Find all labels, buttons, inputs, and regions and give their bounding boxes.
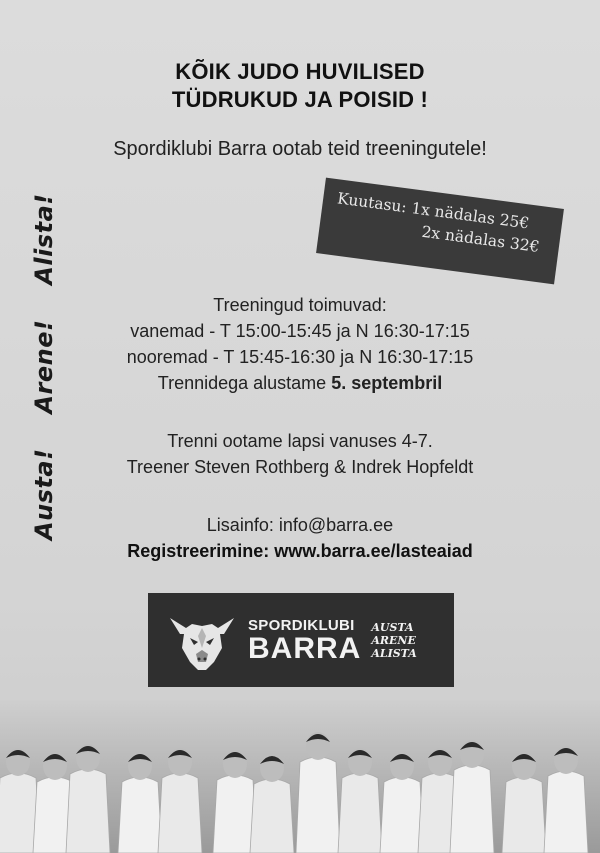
motto-austa: AUSTA <box>371 620 414 634</box>
kid-gi <box>250 779 294 853</box>
coaches-line: Treener Steven Rothberg & Indrek Hopfeldt <box>126 457 474 477</box>
age-info <box>0 428 600 480</box>
age-line: Trenni ootame lapsi vanuses 4-7. <box>167 431 433 451</box>
slogan-austa: Austa! <box>30 448 58 540</box>
judo-kids-group-photo <box>0 700 600 853</box>
bull-head-icon <box>166 604 238 676</box>
motto-arene: ARENE <box>371 633 416 647</box>
kid-gi <box>544 771 588 853</box>
kid-gi <box>66 769 110 853</box>
email-line[interactable]: Lisainfo: info@barra.ee <box>206 515 394 535</box>
contact <box>0 512 600 564</box>
schedule-start <box>0 370 600 396</box>
schedule-title: Treeningud toimuvad: <box>213 295 387 315</box>
logo-club: SPORDIKLUBI <box>248 616 355 634</box>
kid-gi <box>296 757 340 853</box>
price-line-1: Kuutasu: 1x nädalas 25€ <box>336 189 531 233</box>
start-prefix: Trennidega alustame <box>157 373 332 393</box>
price-box <box>316 178 564 285</box>
kid-gi <box>450 765 494 853</box>
schedule <box>0 292 600 396</box>
tagline: Spordiklubi Barra ootab teid treeningutele! <box>113 138 487 160</box>
logo-text <box>248 617 361 664</box>
slogan-arene: Arene! <box>30 319 58 414</box>
schedule-older: vanemad - T 15:00-15:45 ja N 16:30-17:15 <box>130 321 470 341</box>
motto-alista: ALISTA <box>371 646 417 660</box>
slogan-alista: Alista! <box>30 193 58 285</box>
club-logo <box>148 593 454 687</box>
logo-motto <box>371 621 416 660</box>
kid-gi <box>380 777 424 853</box>
headline-line-1: KÕIK JUDO HUVILISED <box>175 59 425 84</box>
headline <box>0 58 600 114</box>
kid-gi <box>118 777 162 853</box>
start-date: 5. septembril <box>331 373 443 393</box>
headline-line-2: TÜDRUKUD JA POISID ! <box>171 87 429 112</box>
kid-gi <box>158 773 202 853</box>
logo-name: BARRA <box>248 631 362 665</box>
register-line[interactable]: Registreerimine: www.barra.ee/lasteaiad <box>127 541 473 561</box>
price-line-2: 2x nädalas 32€ <box>420 222 541 257</box>
schedule-younger: nooremad - T 15:45-16:30 ja N 16:30-17:15 <box>126 347 474 367</box>
kid-gi <box>502 777 546 853</box>
kid-gi <box>338 773 382 853</box>
